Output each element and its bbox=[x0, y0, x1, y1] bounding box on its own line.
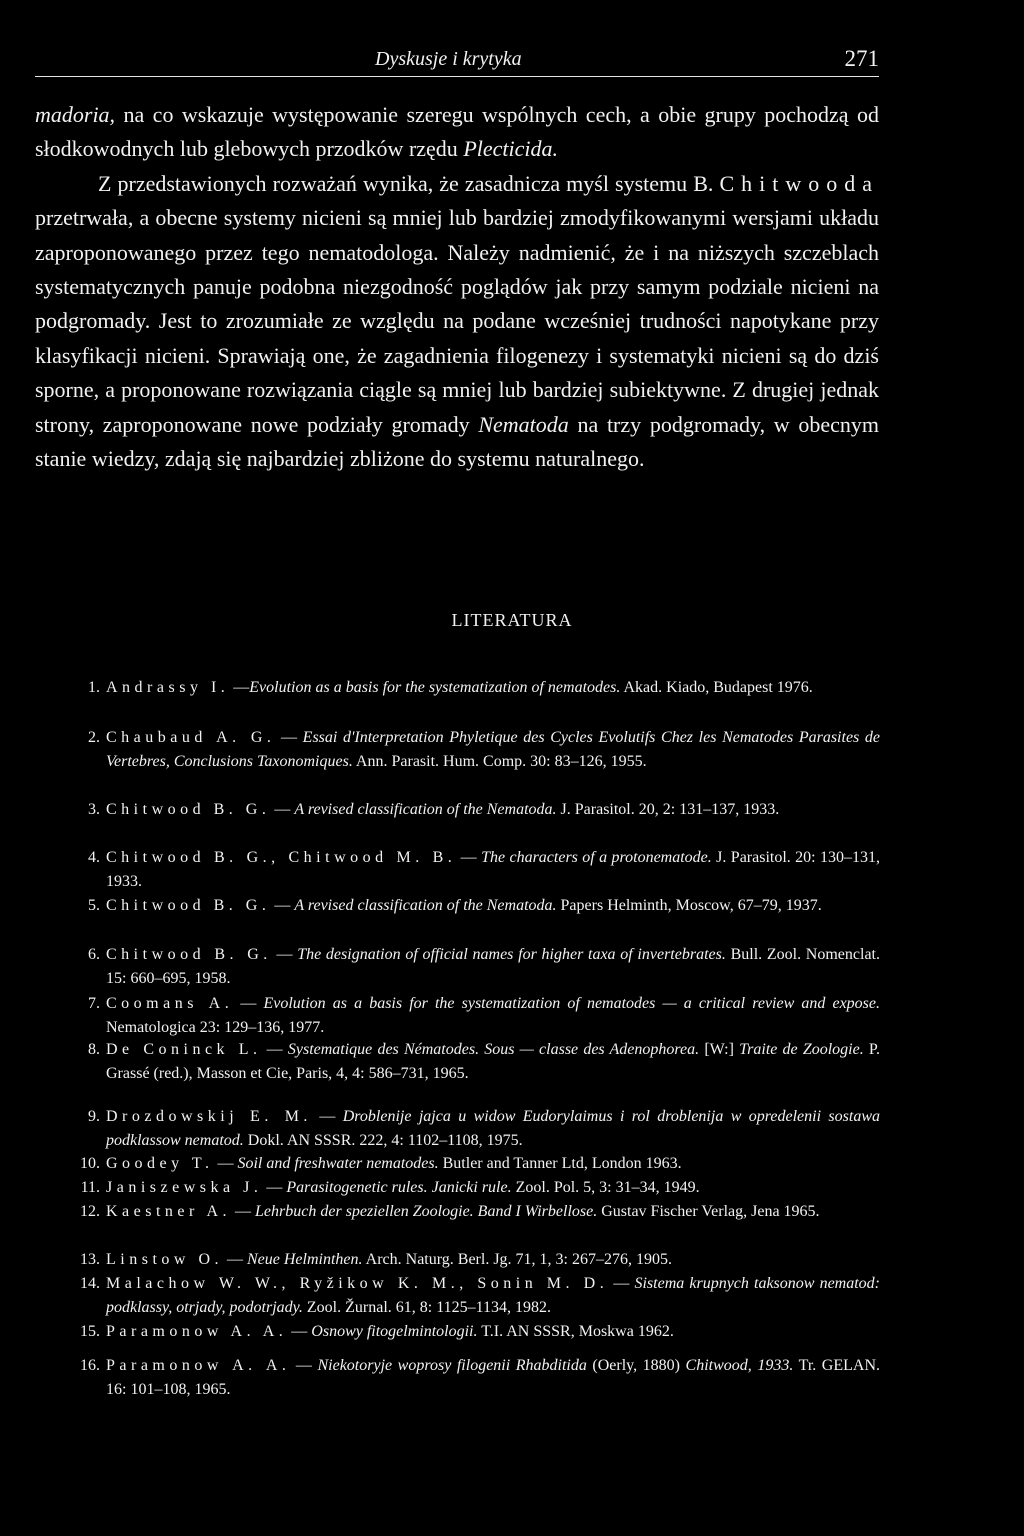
reference-item bbox=[60, 676, 880, 700]
reference-title: Osnowy fitogelmintologii. bbox=[311, 1323, 478, 1340]
reference-item bbox=[60, 726, 880, 774]
reference-source: Gustav Fischer Verlag, Jena 1965. bbox=[597, 1203, 820, 1220]
reference-separator: — bbox=[213, 1155, 238, 1172]
reference-separator: — bbox=[262, 1179, 287, 1196]
reference-item bbox=[60, 1200, 880, 1224]
reference-number: 1. bbox=[88, 679, 100, 696]
reference-author: Janiszewska J. bbox=[106, 1179, 263, 1196]
page-header bbox=[35, 44, 879, 77]
reference-author: Malachow W. W., Ryžikow K. M., Sonin M. D. bbox=[106, 1275, 609, 1292]
reference-title: Systematique des Nématodes. Sous — classe des Adenophorea. bbox=[287, 1041, 700, 1058]
reference-number: 13. bbox=[80, 1251, 100, 1268]
reference-source: Zool. Žurnal. 61, 8: 1125–1134, 1982. bbox=[302, 1298, 552, 1316]
reference-number: 16. bbox=[80, 1357, 100, 1374]
reference-author: Chitwood B. G. bbox=[106, 801, 271, 818]
reference-author: De Coninck L. bbox=[106, 1041, 262, 1058]
reference-number: 14. bbox=[80, 1275, 100, 1292]
reference-number: 15. bbox=[80, 1323, 100, 1340]
reference-item bbox=[60, 1354, 880, 1402]
reference-number: 3. bbox=[88, 801, 100, 818]
body-text bbox=[35, 98, 879, 476]
reference-number: 10. bbox=[80, 1155, 100, 1172]
reference-item bbox=[60, 1272, 880, 1320]
reference-author: Chaubaud A. G. bbox=[106, 729, 276, 746]
reference-number: 6. bbox=[88, 946, 100, 963]
paragraph-2 bbox=[35, 167, 879, 477]
reference-source: Dokl. AN SSSR. 222, 4: 1102–1108, 1975. bbox=[243, 1131, 523, 1149]
reference-number: 8. bbox=[88, 1041, 100, 1058]
paragraph-text: przetrwała, a obecne systemy nicieni są mniej lub bardziej zmodyfikowanymi wersjami układu zaproponowanego przez tego nematodologa. Należy nadmienić, że i na niższych szczeblach systematycznych panuje podobna niezgodność poglądów jak przy samym podziale nicieni na podgromady. Jest to zrozumiałe ze względu na podane wcześniej trudności napotykane przy klasyfikacji nicieni. Sprawiają one, że zagadnienia filogenezy i systematyki nicieni są do dziś sporne, a proponowane rozwiązania ciągle są mniej lub bardziej subiektywne. Z drugiej jednak strony, zaproponowane nowe podziały gromady bbox=[35, 205, 879, 437]
reference-number: 7. bbox=[88, 995, 100, 1012]
literature-heading: LITERATURA bbox=[451, 610, 573, 630]
reference-text bbox=[106, 846, 880, 894]
reference-source: J. Parasitol. 20, 2: 131–137, 1933. bbox=[556, 801, 780, 818]
reference-text bbox=[106, 943, 880, 991]
reference-separator: — bbox=[231, 1203, 256, 1220]
reference-item bbox=[60, 1038, 880, 1086]
page-number: 271 bbox=[844, 46, 879, 71]
reference-author: Coomans A. bbox=[106, 995, 234, 1012]
reference-title: Niekotoryje woprosy filogenii Rhabditida bbox=[317, 1357, 587, 1374]
reference-separator: — bbox=[275, 729, 303, 746]
reference-author: Chitwood B. G. bbox=[106, 946, 272, 963]
reference-source: Ann. Parasit. Hum. Comp. 30: 83–126, 1955. bbox=[352, 752, 647, 770]
paragraph-text: na trzy podgromady, w obecnym stanie wiedzy, zdają się najbardziej zbliżone do systemu naturalnego. bbox=[35, 411, 879, 472]
reference-item bbox=[60, 1320, 880, 1344]
reference-item bbox=[60, 1248, 880, 1272]
reference-item bbox=[60, 1152, 880, 1176]
reference-source: Bull. Zool. Nomenclat. 15: 660–695, 1958. bbox=[106, 946, 880, 987]
reference-number: 12. bbox=[80, 1203, 100, 1220]
reference-item bbox=[60, 992, 880, 1040]
reference-separator: — bbox=[270, 897, 295, 914]
italic-term: madoria, bbox=[35, 102, 116, 127]
italic-term: Plecticida. bbox=[463, 136, 558, 162]
reference-title: Evolution as a basis for the systematization of nematodes. bbox=[249, 679, 621, 696]
reference-text bbox=[106, 676, 880, 700]
reference-author: Kaestner A. bbox=[106, 1203, 232, 1220]
paragraph-text: Z przedstawionych rozważań wynika, że zasadnicza myśl systemu B. bbox=[98, 170, 720, 196]
reference-source: Tr. GELAN. 16: 101–108, 1965. bbox=[106, 1357, 881, 1398]
reference-text bbox=[106, 1354, 880, 1402]
reference-text bbox=[106, 798, 880, 822]
reference-source: Nematologica 23: 129–136, 1977. bbox=[106, 1018, 325, 1036]
reference-number: 5. bbox=[88, 897, 100, 914]
reference-source: [W:] bbox=[699, 1041, 740, 1058]
reference-title: Sistema krupnych taksonow nematod: podklassy, otrjady, podotrjady. bbox=[106, 1275, 881, 1316]
reference-author: Drozdowskij E. M. bbox=[106, 1108, 312, 1125]
reference-text bbox=[106, 1038, 880, 1086]
reference-separator: — bbox=[233, 995, 264, 1012]
reference-source: J. Parasitol. 20: 130–131, 1933. bbox=[106, 849, 881, 890]
reference-number: 11. bbox=[80, 1179, 100, 1196]
reference-title: A revised classification of the Nematoda. bbox=[294, 801, 557, 818]
reference-separator: — bbox=[456, 849, 482, 866]
paragraph-1 bbox=[35, 98, 879, 167]
reference-author: Chitwood B. G. bbox=[106, 897, 271, 914]
reference-item bbox=[60, 1176, 880, 1200]
reference-text bbox=[106, 1248, 880, 1272]
reference-text bbox=[106, 1272, 880, 1320]
reference-source: Butler and Tanner Ltd, London 1963. bbox=[438, 1155, 682, 1172]
reference-separator: — bbox=[271, 946, 298, 963]
reference-source: Arch. Naturg. Berl. Jg. 71, 1, 3: 267–276, 1905. bbox=[362, 1251, 672, 1268]
reference-number: 2. bbox=[88, 729, 100, 746]
spaced-author-name: Chitwooda bbox=[719, 170, 879, 196]
reference-text bbox=[106, 726, 880, 774]
running-title: Dyskusje i krytyka bbox=[375, 48, 522, 70]
reference-author: Paramonow A. A. bbox=[106, 1357, 291, 1374]
reference-item bbox=[60, 1105, 880, 1153]
reference-author: Chitwood B. G., Chitwood M. B. bbox=[106, 849, 457, 866]
reference-text bbox=[106, 1176, 880, 1200]
reference-number: 4. bbox=[88, 849, 100, 866]
reference-item bbox=[60, 894, 880, 918]
reference-separator: — bbox=[311, 1108, 343, 1125]
reference-separator: — bbox=[261, 1041, 288, 1058]
reference-title: Evolution as a basis for the systematization of nematodes — a critical review and expose. bbox=[263, 995, 881, 1012]
reference-separator: — bbox=[290, 1357, 318, 1374]
reference-author: Linstow O. bbox=[106, 1251, 223, 1268]
reference-title: Traite de Zoologie. bbox=[739, 1041, 864, 1058]
reference-title: Parasitogenetic rules. Janicki rule. bbox=[286, 1179, 512, 1196]
reference-text bbox=[106, 992, 880, 1040]
reference-text bbox=[106, 1105, 880, 1153]
reference-source: P. Grassé (red.), Masson et Cie, Paris, 4, 4: 586–731, 1965. bbox=[106, 1041, 881, 1082]
reference-title: Soil and freshwater nematodes. bbox=[237, 1155, 439, 1172]
reference-text bbox=[106, 894, 880, 918]
reference-text bbox=[106, 1152, 880, 1176]
reference-title: Lehrbuch der speziellen Zoologie. Band I Wirbellose. bbox=[255, 1203, 598, 1220]
reference-title: Chitwood, 1933. bbox=[685, 1357, 794, 1374]
reference-separator: — bbox=[229, 679, 250, 696]
reference-source: T.I. AN SSSR, Moskwa 1962. bbox=[477, 1323, 674, 1340]
reference-source: Akad. Kiado, Budapest 1976. bbox=[620, 679, 813, 696]
reference-item bbox=[60, 846, 880, 894]
reference-author: Paramonow A. A. bbox=[106, 1323, 288, 1340]
reference-title: Essai d'Interpretation Phyletique des Cycles Evolutifs Chez les Nematodes Parasites de Vertebres, Conclusions Taxonomiques. bbox=[106, 729, 881, 770]
paragraph-text: na co wskazuje występowanie szeregu wspólnych cech, a obie grupy pochodzą od słodkowodnych lub glebowych przodków rzędu bbox=[35, 102, 879, 162]
reference-title: The designation of official names for higher taxa of invertebrates. bbox=[297, 946, 726, 963]
reference-item bbox=[60, 798, 880, 822]
reference-separator: — bbox=[608, 1275, 635, 1292]
reference-title: The characters of a protonematode. bbox=[481, 849, 712, 866]
reference-title: Droblenije jajca u widow Eudorylaimus i rol droblenija w opredelenii sostawa podklassow nematod. bbox=[106, 1108, 881, 1149]
reference-item bbox=[60, 943, 880, 991]
reference-number: 9. bbox=[88, 1108, 100, 1125]
reference-separator: — bbox=[223, 1251, 247, 1268]
reference-author: Goodey T. bbox=[106, 1155, 214, 1172]
reference-source: Papers Helminth, Moscow, 67–79, 1937. bbox=[556, 897, 822, 914]
reference-source: Zool. Pol. 5, 3: 31–34, 1949. bbox=[511, 1179, 700, 1196]
reference-title: Neue Helminthen. bbox=[247, 1251, 363, 1268]
reference-text bbox=[106, 1200, 880, 1224]
italic-term: Nematoda bbox=[478, 411, 569, 437]
reference-separator: — bbox=[270, 801, 295, 818]
reference-text bbox=[106, 1320, 880, 1344]
reference-title: A revised classification of the Nematoda. bbox=[294, 897, 557, 914]
reference-source: (Oerly, 1880) bbox=[586, 1357, 686, 1374]
reference-separator: — bbox=[287, 1323, 312, 1340]
reference-author: Andrassy I. bbox=[106, 679, 230, 696]
